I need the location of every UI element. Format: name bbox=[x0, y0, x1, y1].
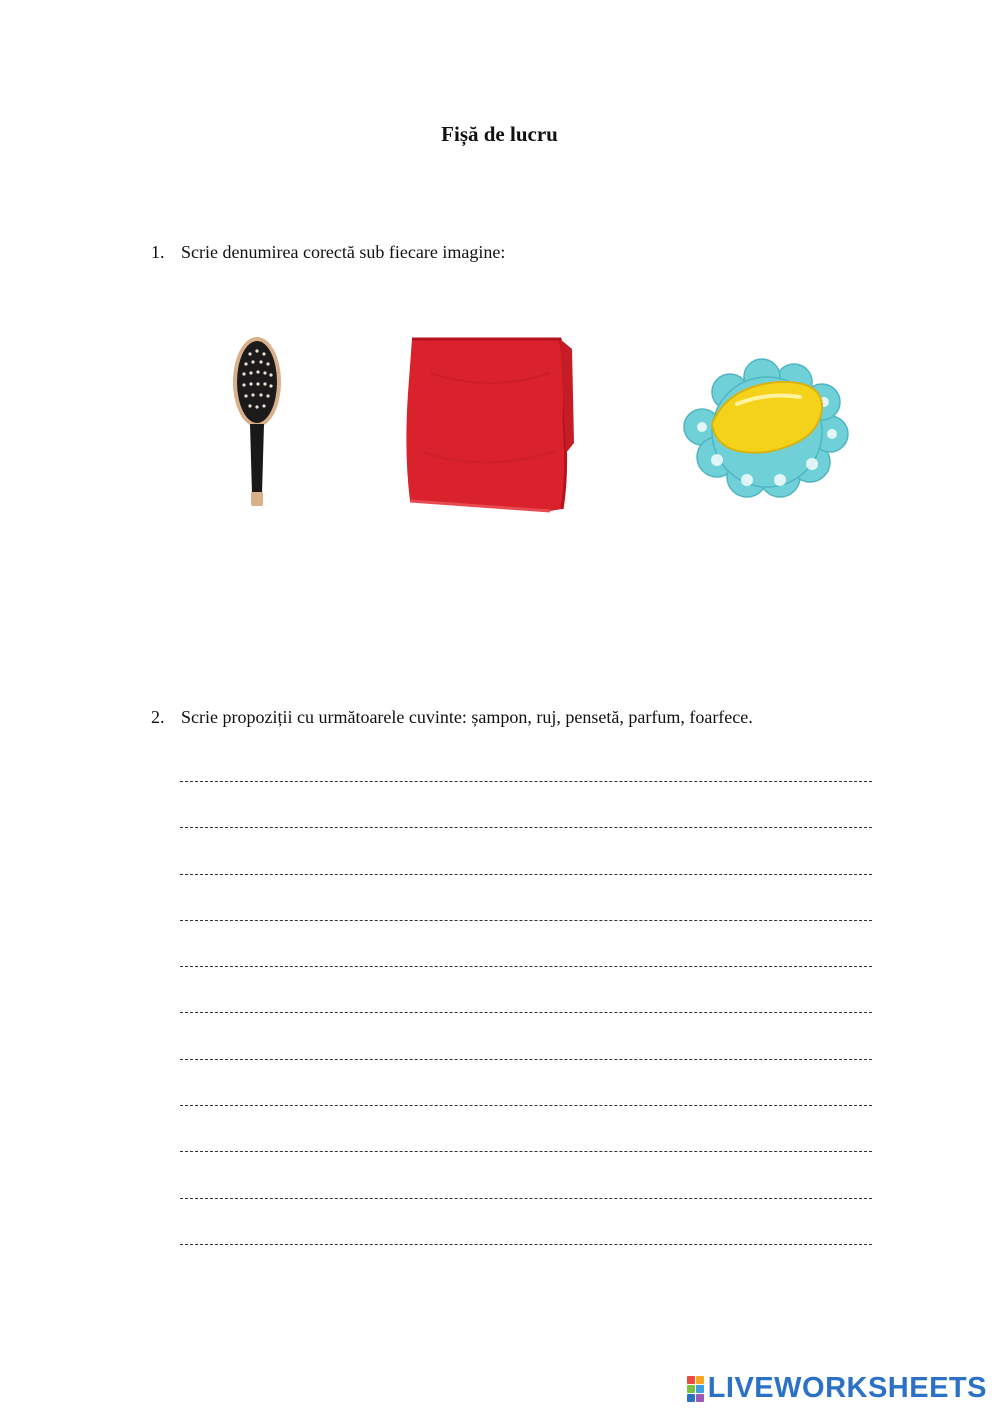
answer-line[interactable] bbox=[180, 781, 872, 827]
logo-text: LIVEWORKSHEETS bbox=[707, 1372, 987, 1404]
liveworksheets-logo bbox=[687, 1372, 987, 1405]
answer-line[interactable] bbox=[180, 1059, 872, 1105]
question-1 bbox=[151, 242, 505, 263]
question-2 bbox=[151, 707, 753, 728]
hairbrush-image bbox=[222, 334, 292, 514]
answer-line[interactable] bbox=[180, 827, 872, 873]
answer-line[interactable] bbox=[180, 1105, 872, 1151]
question-1-number: 1. bbox=[151, 242, 165, 262]
answer-lines bbox=[180, 781, 872, 1290]
answer-line[interactable] bbox=[180, 1198, 872, 1244]
answer-line[interactable] bbox=[180, 1012, 872, 1058]
soap-image bbox=[672, 352, 857, 514]
answer-line[interactable] bbox=[180, 874, 872, 920]
logo-icon bbox=[687, 1376, 704, 1402]
answer-line[interactable] bbox=[180, 966, 872, 1012]
question-1-text: Scrie denumirea corectă sub fiecare imagine: bbox=[181, 242, 506, 262]
answer-line[interactable] bbox=[180, 1244, 872, 1290]
towel-image bbox=[400, 333, 580, 515]
question-2-text: Scrie propoziții cu următoarele cuvinte: șampon, ruj, pensetă, parfum, foarfece. bbox=[181, 707, 753, 727]
question-2-number: 2. bbox=[151, 707, 165, 727]
answer-line[interactable] bbox=[180, 1151, 872, 1197]
worksheet-title: Fișă de lucru bbox=[441, 122, 558, 146]
answer-line[interactable] bbox=[180, 920, 872, 966]
